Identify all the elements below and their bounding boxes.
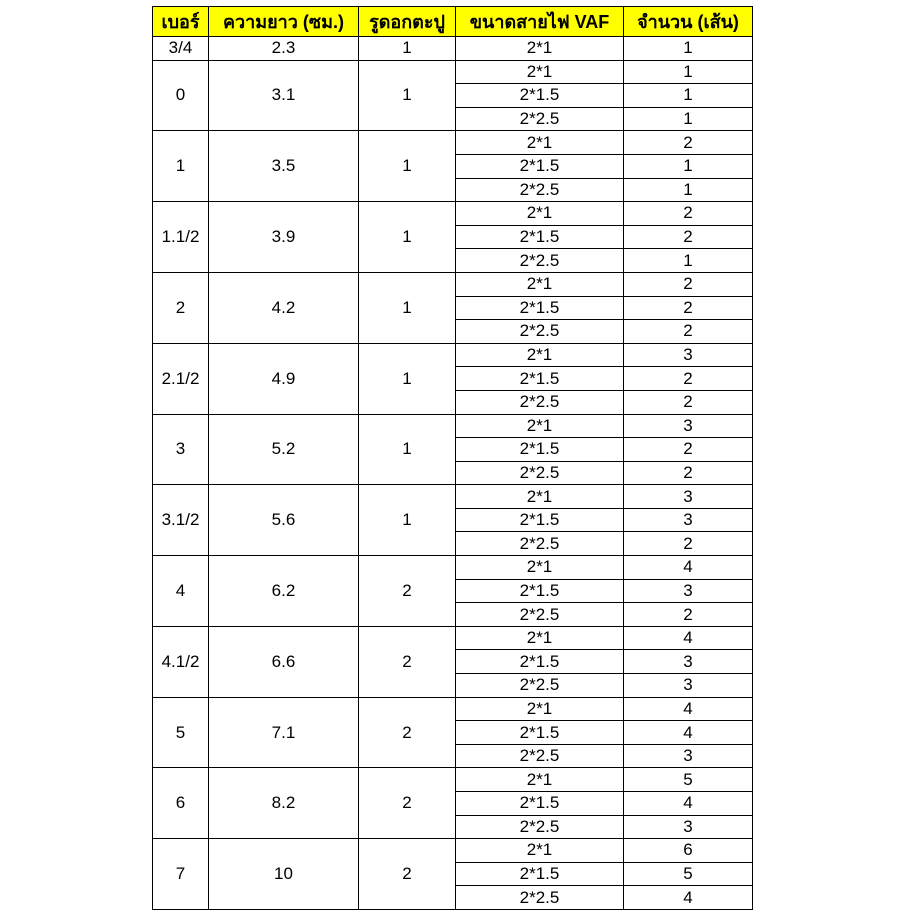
cell-wire-size: 2*1 [456,343,624,367]
cell-count: 1 [624,249,753,273]
cell-length: 8.2 [209,768,359,839]
cell-length: 3.1 [209,60,359,131]
header-row [153,7,753,37]
cell-number: 3.1/2 [153,485,209,556]
cell-wire-size: 2*1.5 [456,154,624,178]
cell-wire-size: 2*1 [456,414,624,438]
cell-length: 2.3 [209,37,359,61]
cell-hole: 1 [359,485,456,556]
table-row [153,60,753,84]
cell-count: 5 [624,862,753,886]
cell-number: 5 [153,697,209,768]
cell-count: 4 [624,886,753,910]
cell-number: 7 [153,839,209,910]
cell-wire-size: 2*2.5 [456,461,624,485]
cell-count: 2 [624,367,753,391]
cell-wire-size: 2*1.5 [456,792,624,816]
cell-wire-size: 2*1.5 [456,438,624,462]
header-hole: รูดอกตะปู [359,7,456,37]
header-count: จำนวน (เส้น) [624,7,753,37]
table-body [153,37,753,910]
cell-hole: 2 [359,768,456,839]
cell-count: 5 [624,768,753,792]
cell-number: 2 [153,272,209,343]
cell-count: 3 [624,508,753,532]
cell-hole: 1 [359,60,456,131]
cell-length: 3.5 [209,131,359,202]
cell-wire-size: 2*2.5 [456,744,624,768]
cell-wire-size: 2*1 [456,697,624,721]
cell-wire-size: 2*2.5 [456,532,624,556]
cell-wire-size: 2*1.5 [456,225,624,249]
cell-hole: 2 [359,697,456,768]
cell-count: 3 [624,485,753,509]
table-row [153,626,753,650]
cell-count: 1 [624,154,753,178]
cell-count: 3 [624,579,753,603]
cell-hole: 1 [359,37,456,61]
cell-number: 4 [153,556,209,627]
cell-count: 2 [624,225,753,249]
cell-length: 4.9 [209,343,359,414]
cell-count: 3 [624,343,753,367]
table-row [153,202,753,226]
cell-hole: 2 [359,839,456,910]
cell-number: 4.1/2 [153,626,209,697]
cell-count: 4 [624,556,753,580]
cell-count: 6 [624,839,753,863]
cell-length: 3.9 [209,202,359,273]
cell-wire-size: 2*2.5 [456,603,624,627]
cell-number: 6 [153,768,209,839]
cell-wire-size: 2*1 [456,485,624,509]
cell-number: 2.1/2 [153,343,209,414]
cell-count: 2 [624,603,753,627]
cell-wire-size: 2*1.5 [456,508,624,532]
cell-hole: 2 [359,556,456,627]
cell-wire-size: 2*2.5 [456,390,624,414]
cell-wire-size: 2*2.5 [456,815,624,839]
cell-count: 4 [624,792,753,816]
cell-wire-size: 2*1 [456,60,624,84]
cell-hole: 1 [359,343,456,414]
cell-wire-size: 2*2.5 [456,674,624,698]
table-row [153,768,753,792]
cell-count: 1 [624,107,753,131]
cell-number: 3 [153,414,209,485]
cell-wire-size: 2*1.5 [456,367,624,391]
cell-hole: 1 [359,272,456,343]
cell-number: 1 [153,131,209,202]
cell-wire-size: 2*1 [456,556,624,580]
wire-spec-table [152,6,753,910]
cell-wire-size: 2*1 [456,202,624,226]
cell-wire-size: 2*1 [456,37,624,61]
cell-number: 0 [153,60,209,131]
cell-count: 2 [624,438,753,462]
cell-wire-size: 2*2.5 [456,320,624,344]
table-row [153,556,753,580]
table-row [153,697,753,721]
cell-hole: 1 [359,131,456,202]
header-wire-size: ขนาดสายไฟ VAF [456,7,624,37]
cell-count: 3 [624,650,753,674]
cell-wire-size: 2*1.5 [456,84,624,108]
table-row [153,272,753,296]
header-length: ความยาว (ซม.) [209,7,359,37]
cell-count: 4 [624,626,753,650]
cell-count: 2 [624,532,753,556]
cell-wire-size: 2*1.5 [456,296,624,320]
table-row [153,485,753,509]
cell-wire-size: 2*1 [456,768,624,792]
header-number: เบอร์ [153,7,209,37]
cell-count: 3 [624,674,753,698]
cell-wire-size: 2*2.5 [456,886,624,910]
cell-count: 3 [624,414,753,438]
cell-count: 2 [624,131,753,155]
cell-wire-size: 2*1.5 [456,579,624,603]
cell-number: 1.1/2 [153,202,209,273]
table-row [153,839,753,863]
cell-count: 2 [624,390,753,414]
cell-wire-size: 2*2.5 [456,249,624,273]
cell-count: 2 [624,202,753,226]
cell-hole: 1 [359,202,456,273]
table-row [153,131,753,155]
cell-count: 1 [624,178,753,202]
cell-wire-size: 2*1 [456,131,624,155]
cell-count: 3 [624,815,753,839]
cell-length: 5.6 [209,485,359,556]
cell-hole: 2 [359,626,456,697]
cell-count: 4 [624,721,753,745]
cell-count: 2 [624,320,753,344]
cell-count: 2 [624,296,753,320]
cell-length: 6.6 [209,626,359,697]
table-row [153,343,753,367]
cell-length: 5.2 [209,414,359,485]
table-row [153,414,753,438]
cell-count: 3 [624,744,753,768]
cell-count: 1 [624,84,753,108]
cell-length: 7.1 [209,697,359,768]
cell-count: 1 [624,60,753,84]
cell-length: 6.2 [209,556,359,627]
cell-wire-size: 2*1.5 [456,721,624,745]
cell-wire-size: 2*1.5 [456,862,624,886]
cell-length: 10 [209,839,359,910]
table-row [153,37,753,61]
cell-count: 1 [624,37,753,61]
cell-wire-size: 2*1 [456,272,624,296]
cell-length: 4.2 [209,272,359,343]
cell-number: 3/4 [153,37,209,61]
cell-wire-size: 2*2.5 [456,178,624,202]
cell-wire-size: 2*1 [456,839,624,863]
cell-count: 4 [624,697,753,721]
cell-wire-size: 2*1.5 [456,650,624,674]
cell-hole: 1 [359,414,456,485]
cell-wire-size: 2*2.5 [456,107,624,131]
cell-wire-size: 2*1 [456,626,624,650]
cell-count: 2 [624,461,753,485]
cell-count: 2 [624,272,753,296]
